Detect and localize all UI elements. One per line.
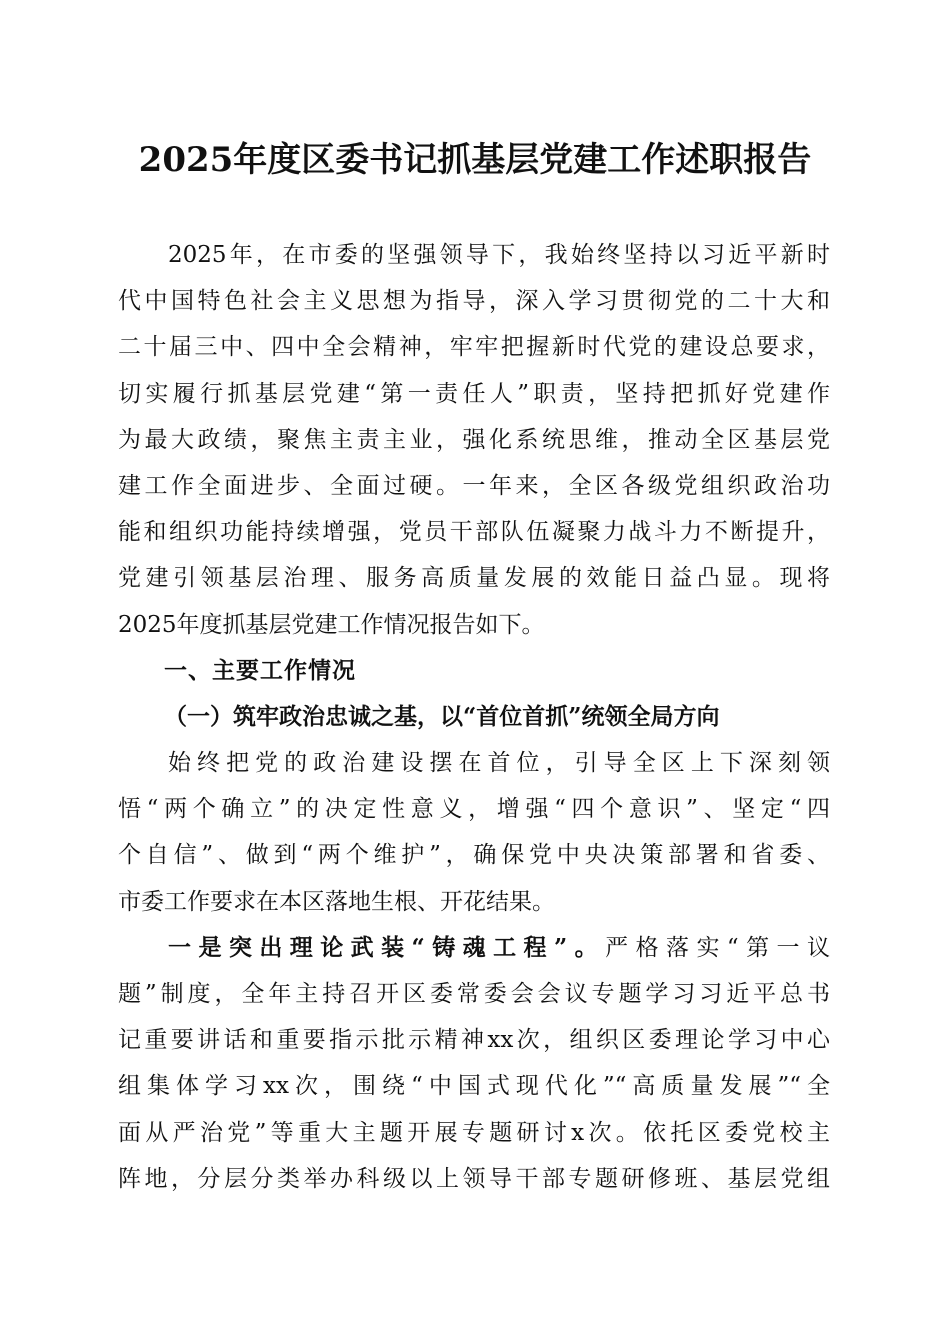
paragraph-line: 建工作全面进步、全面过硬。一年来，全区各级党组织政治功 [118,472,830,499]
paragraph-line: 组集体学习xx次，围绕“中国式现代化”“高质量发展”“全 [118,1073,830,1100]
paragraph-line: 记重要讲话和重要指示批示精神xx次，组织区委理论学习中心 [118,1027,830,1054]
paragraph-line: 党建引领基层治理、服务高质量发展的效能日益凸显。现将 [118,565,830,592]
paragraph-line: 个自信”、做到“两个维护”，确保党中央决策部署和省委、 [118,842,830,869]
paragraph-line: 面从严治党”等重大主题开展专题研讨x次。依托区委党校主 [118,1119,830,1146]
paragraph-line: 始终把党的政治建设摆在首位，引导全区上下深刻领 [168,750,830,777]
paragraph-line: 能和组织功能持续增强，党员干部队伍凝聚力战斗力不断提升， [118,519,830,546]
paragraph-line: 2025年度抓基层党建工作情况报告如下。 [118,611,545,638]
paragraph-line: 阵地，分层分类举办科级以上领导干部专题研修班、基层党组 [118,1165,830,1192]
paragraph-line: 市委工作要求在本区落地生根、开花结果。 [118,888,555,915]
paragraph-line: 题”制度，全年主持召开区委常委会会议专题学习习近平总书 [118,981,830,1007]
paragraph-line: 悟“两个确立”的决定性意义，增强“四个意识”、坚定“四 [118,796,830,823]
document-body [118,232,830,1202]
section-heading: 一、主要工作情况 [164,657,356,684]
paragraph-line: 代中国特色社会主义思想为指导，深入学习贯彻党的二十大和 [118,288,830,315]
subsection-heading: （一）筑牢政治忠诚之基，以“首位首抓”统领全局方向 [164,702,720,730]
paragraph-line: 切实履行抓基层党建“第一责任人”职责，坚持把抓好党建作 [118,380,830,407]
lead-continuation: 严格落实“第一议 [605,934,830,961]
document-title: 2025年度区委书记抓基层党建工作述职报告 [138,140,812,180]
paragraph-line: 为最大政绩，聚焦主责主业，强化系统思维，推动全区基层党 [118,426,830,453]
paragraph-line: 2025年，在市委的坚强领导下，我始终坚持以习近平新时 [168,242,830,268]
lead-phrase: 一是突出理论武装“铸魂工程”。 [168,933,606,961]
paragraph-line-lead [118,925,830,971]
paragraph-line: 二十届三中、四中全会精神，牢牢把握新时代党的建设总要求， [118,334,830,361]
